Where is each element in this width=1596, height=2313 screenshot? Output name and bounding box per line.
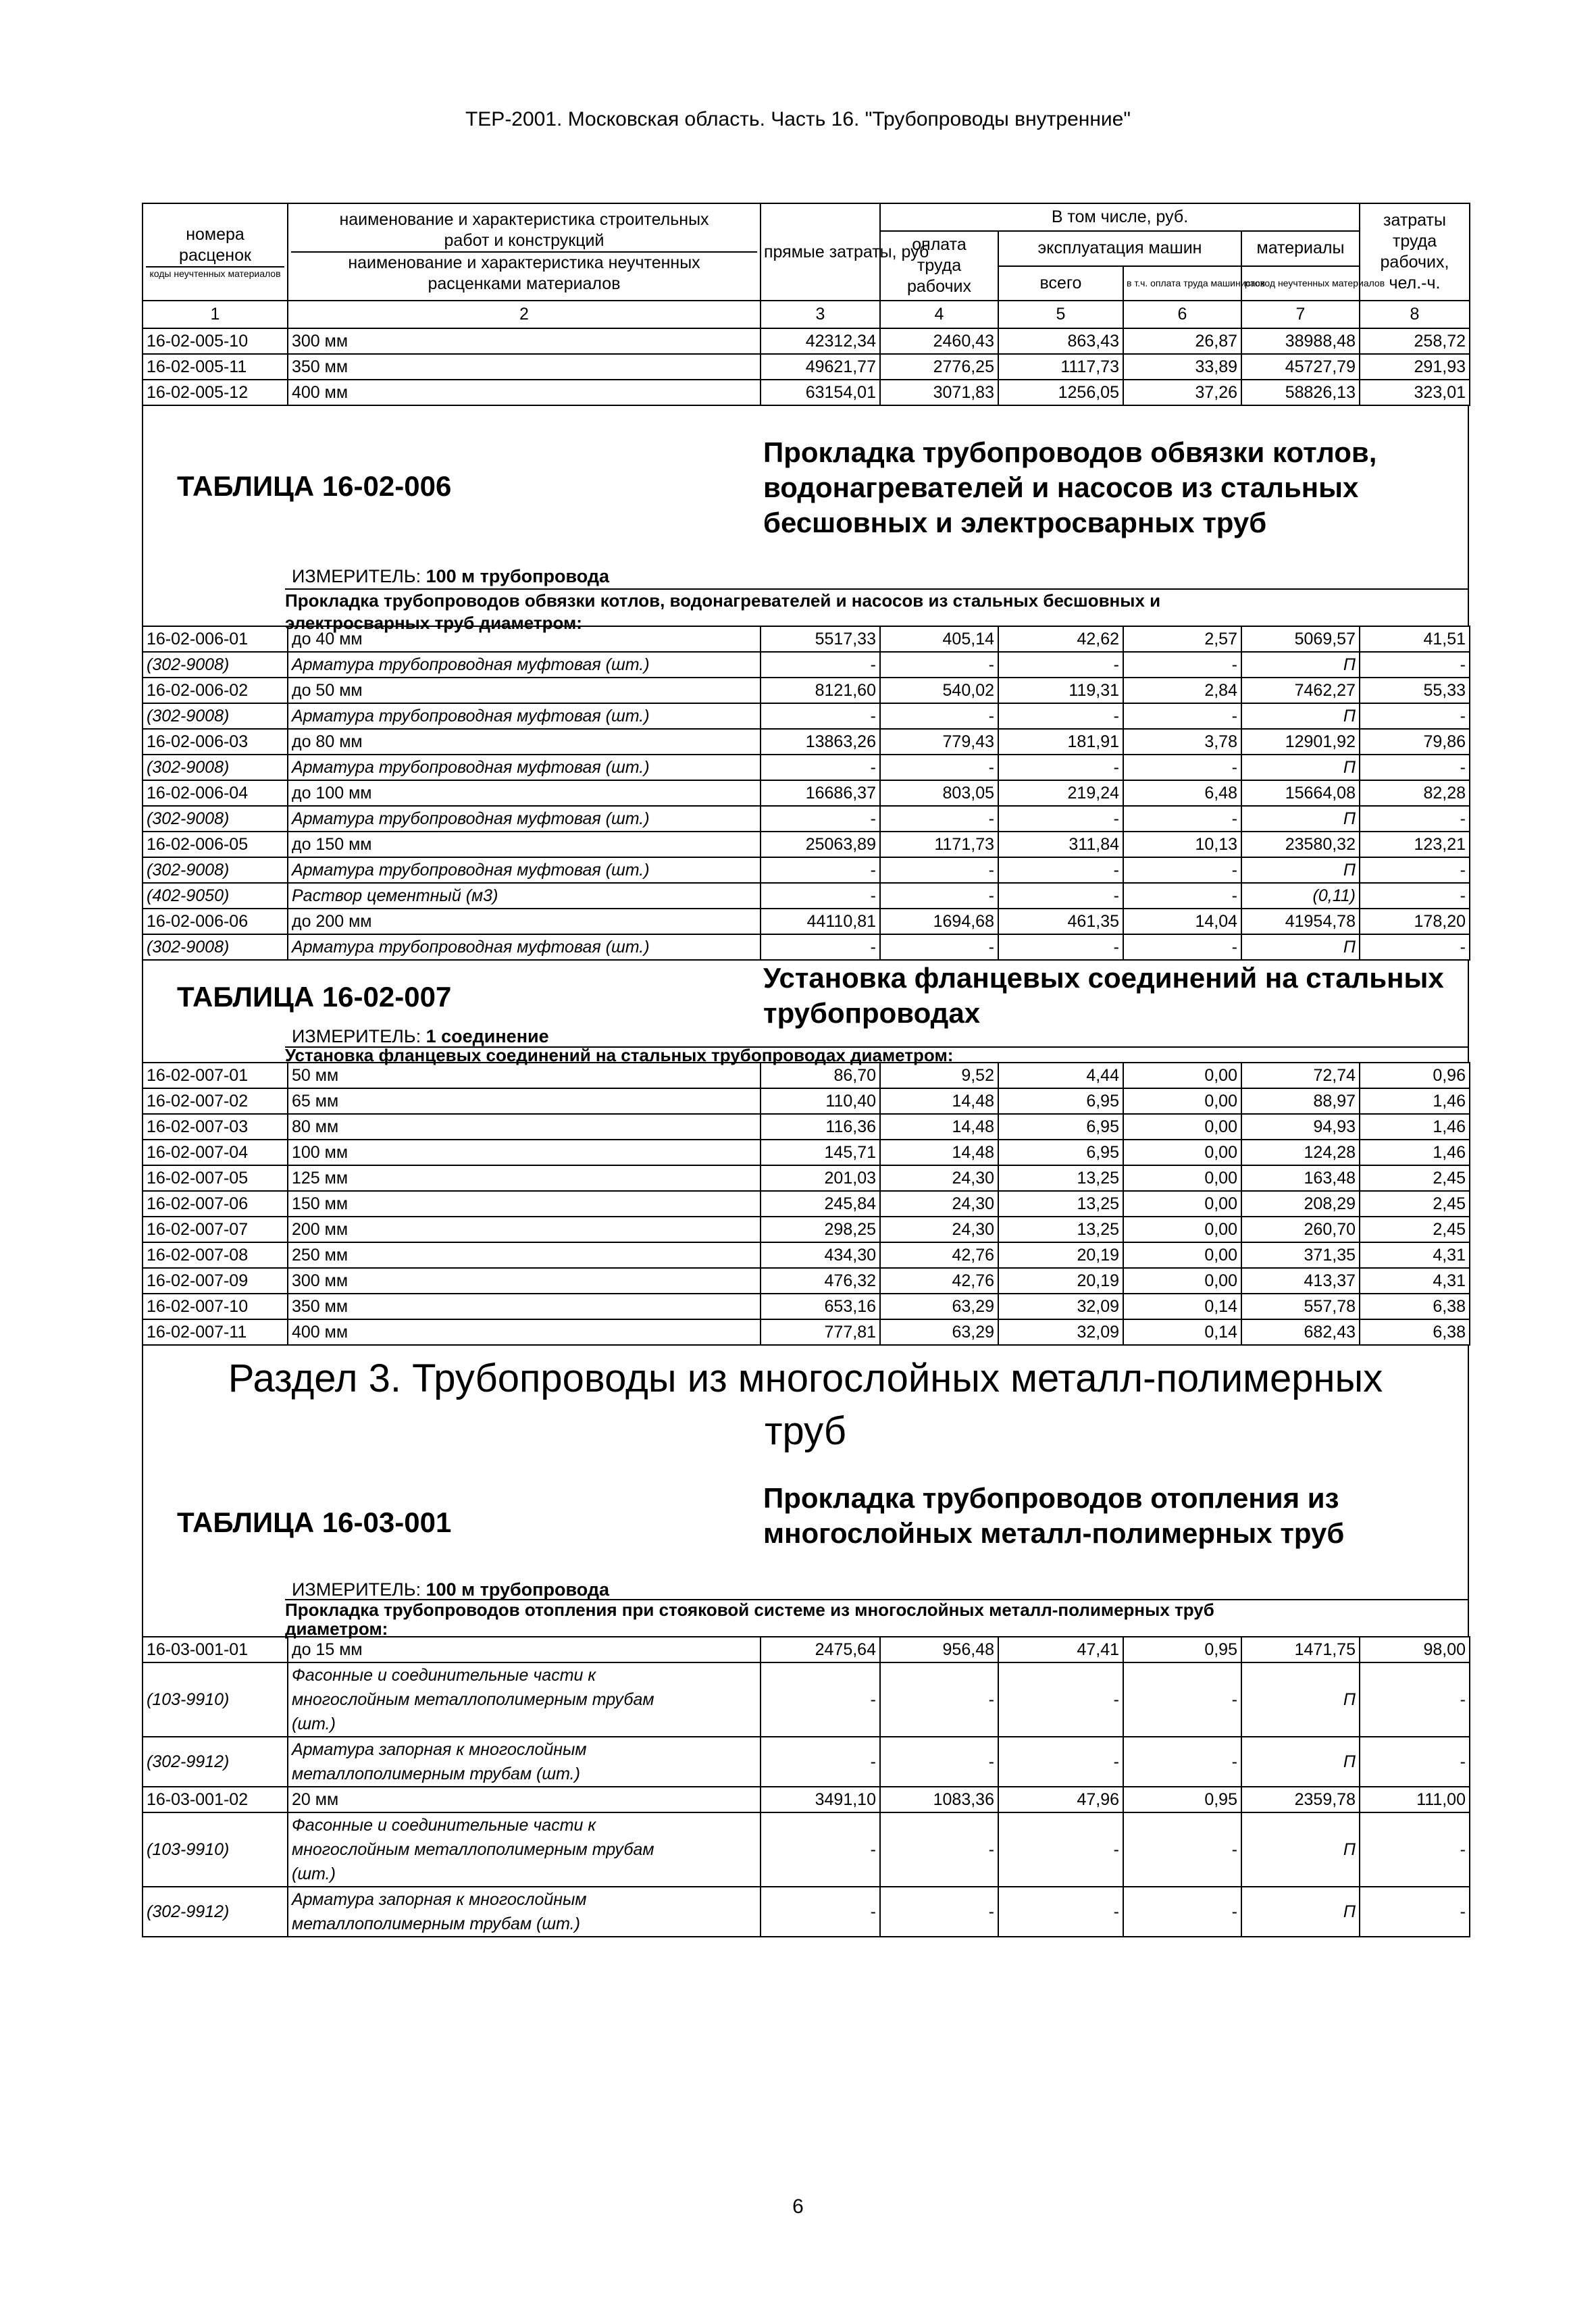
rate-value: - bbox=[1123, 883, 1241, 909]
rate-code: (302-9008) bbox=[143, 934, 288, 960]
rate-value: 63,29 bbox=[880, 1319, 998, 1345]
rates-header-table bbox=[142, 203, 1470, 406]
rate-value: - bbox=[880, 883, 998, 909]
rate-code: 16-02-007-02 bbox=[143, 1088, 288, 1114]
top-rows bbox=[143, 328, 1470, 405]
page-header: ТЕР-2001. Московская область. Часть 16. "Трубопроводы внутренние" bbox=[465, 108, 1131, 130]
rate-name: 200 мм bbox=[288, 1217, 761, 1242]
table-row bbox=[143, 1191, 1470, 1217]
table-006-description: Прокладка трубопроводов обвязки котлов, водонагревателей и насосов из стальных бесшовных и электросварных труб bbox=[763, 436, 1377, 538]
col-header-wages: оплата труда рабочих bbox=[880, 231, 998, 301]
table-row: (302-9912) Арматура запорная к многослойным металлополимерным трубам (шт.) - - - - П - bbox=[143, 1887, 1470, 1937]
rate-value: - bbox=[998, 883, 1123, 909]
rate-value: 1117,73 bbox=[998, 354, 1123, 380]
table-row bbox=[143, 857, 1470, 883]
col-header-machines: эксплуатация машин bbox=[998, 231, 1241, 266]
table-row bbox=[143, 1242, 1470, 1268]
rate-value: 12901,92 bbox=[1241, 729, 1360, 755]
rate-value: 682,43 bbox=[1241, 1319, 1360, 1345]
rate-value: 88,97 bbox=[1241, 1088, 1360, 1114]
rate-value: - bbox=[1360, 703, 1470, 729]
rate-value: 653,16 bbox=[761, 1294, 880, 1319]
rate-value: - bbox=[761, 857, 880, 883]
table-row: (103-9910) Фасонные и соединительные части к многослойным металлополимерным трубам (шт.) - - - - П - bbox=[143, 1812, 1470, 1887]
table-row bbox=[143, 1088, 1470, 1114]
table-007-measure: ИЗМЕРИТЕЛЬ: 1 соединение bbox=[292, 1026, 549, 1046]
rate-value: 291,93 bbox=[1360, 354, 1470, 380]
rate-name: 80 мм bbox=[288, 1114, 761, 1140]
rate-value: 476,32 bbox=[761, 1268, 880, 1294]
col-header-including: В том числе, руб. bbox=[880, 203, 1360, 231]
table-006-title: ТАБЛИЦА 16-02-006 bbox=[177, 470, 452, 502]
rate-value: 10,13 bbox=[1123, 832, 1241, 857]
rate-value: 58826,13 bbox=[1241, 380, 1360, 405]
rate-value: - bbox=[1360, 934, 1470, 960]
rate-value: - bbox=[998, 755, 1123, 780]
table-row bbox=[143, 652, 1470, 678]
rate-value: 26,87 bbox=[1123, 328, 1241, 354]
rate-value: 0,00 bbox=[1123, 1191, 1241, 1217]
rate-code: 16-02-007-10 bbox=[143, 1294, 288, 1319]
rate-value: - bbox=[998, 703, 1123, 729]
rate-name: до 80 мм bbox=[288, 729, 761, 755]
col-number: 8 bbox=[1360, 301, 1470, 328]
table-row bbox=[143, 729, 1470, 755]
rate-value: 14,48 bbox=[880, 1114, 998, 1140]
rate-value: 1694,68 bbox=[880, 909, 998, 934]
rate-value: 540,02 bbox=[880, 678, 998, 703]
table-007-group-title: Установка фланцевых соединений на стальных трубопроводах диаметром: bbox=[285, 1046, 1468, 1063]
rate-value: 63154,01 bbox=[761, 380, 880, 405]
table-row bbox=[143, 755, 1470, 780]
table-row bbox=[143, 934, 1470, 960]
col-header-codes: номера расценок коды неучтенных материалов bbox=[143, 203, 288, 301]
rate-code: (302-9008) bbox=[143, 703, 288, 729]
rate-value: 7462,27 bbox=[1241, 678, 1360, 703]
rate-value: 201,03 bbox=[761, 1165, 880, 1191]
rate-name: 300 мм bbox=[288, 328, 761, 354]
rate-value: 110,40 bbox=[761, 1088, 880, 1114]
rate-value: 2,45 bbox=[1360, 1217, 1470, 1242]
rate-value: 3071,83 bbox=[880, 380, 998, 405]
rate-value: 208,29 bbox=[1241, 1191, 1360, 1217]
rate-name: Арматура трубопроводная муфтовая (шт.) bbox=[288, 806, 761, 832]
rate-name: Раствор цементный (м3) bbox=[288, 883, 761, 909]
col-number: 1 bbox=[143, 301, 288, 328]
rate-name: 400 мм bbox=[288, 1319, 761, 1345]
col-number: 2 bbox=[288, 301, 761, 328]
rate-value: 1,46 bbox=[1360, 1088, 1470, 1114]
table-row: (103-9910) Фасонные и соединительные части к многослойным металлополимерным трубам (шт.) - - - - П - bbox=[143, 1662, 1470, 1737]
rate-value: 145,71 bbox=[761, 1140, 880, 1165]
rate-code: 16-02-007-04 bbox=[143, 1140, 288, 1165]
rate-code: (302-9008) bbox=[143, 857, 288, 883]
rate-value: 777,81 bbox=[761, 1319, 880, 1345]
rate-value: 6,38 bbox=[1360, 1319, 1470, 1345]
rate-value: 32,09 bbox=[998, 1319, 1123, 1345]
rate-value: 6,95 bbox=[998, 1114, 1123, 1140]
rate-value: 1,46 bbox=[1360, 1114, 1470, 1140]
rate-value: 20,19 bbox=[998, 1242, 1123, 1268]
rate-value: 45727,79 bbox=[1241, 354, 1360, 380]
rate-value: 13,25 bbox=[998, 1165, 1123, 1191]
rate-name: Арматура трубопроводная муфтовая (шт.) bbox=[288, 703, 761, 729]
rate-name: Арматура трубопроводная муфтовая (шт.) bbox=[288, 652, 761, 678]
rate-value: П bbox=[1241, 806, 1360, 832]
rate-name: Арматура трубопроводная муфтовая (шт.) bbox=[288, 755, 761, 780]
rate-code: 16-02-006-04 bbox=[143, 780, 288, 806]
rate-value: - bbox=[761, 883, 880, 909]
table-301 bbox=[142, 1636, 1470, 1937]
rate-value: 0,00 bbox=[1123, 1088, 1241, 1114]
rate-value: 24,30 bbox=[880, 1165, 998, 1191]
table-row: (302-9912) Арматура запорная к многослойным металлополимерным трубам (шт.) - - - - П - bbox=[143, 1737, 1470, 1787]
rate-code: 16-02-006-03 bbox=[143, 729, 288, 755]
table-006-measure: ИЗМЕРИТЕЛЬ: 100 м трубопровода bbox=[292, 566, 609, 586]
rate-name: 150 мм bbox=[288, 1191, 761, 1217]
rate-code: 16-02-007-11 bbox=[143, 1319, 288, 1345]
rate-code: 16-02-006-06 bbox=[143, 909, 288, 934]
rate-name: до 200 мм bbox=[288, 909, 761, 934]
page-number: 6 bbox=[792, 2195, 804, 2218]
rate-code: 16-02-006-05 bbox=[143, 832, 288, 857]
rate-name: 350 мм bbox=[288, 354, 761, 380]
rate-value: 0,00 bbox=[1123, 1242, 1241, 1268]
table-301-description: Прокладка трубопроводов отопления из многослойных металл-полимерных труб bbox=[763, 1482, 1345, 1549]
table-row bbox=[143, 883, 1470, 909]
rate-value: 4,31 bbox=[1360, 1242, 1470, 1268]
col-header-names: наименование и характеристика строительных работ и конструкций наименование и характеристика неучтенных расценками материалов bbox=[288, 203, 761, 301]
rate-value: 23580,32 bbox=[1241, 832, 1360, 857]
rate-value: 42,62 bbox=[998, 626, 1123, 652]
table-006-group-title: Прокладка трубопроводов обвязки котлов, водонагревателей и насосов из стальных бесшовных и электросварных труб диаметром: bbox=[285, 588, 1468, 634]
table-007-heading bbox=[142, 961, 1469, 1065]
rate-value: 1,46 bbox=[1360, 1140, 1470, 1165]
rate-value: 181,91 bbox=[998, 729, 1123, 755]
rate-value: 434,30 bbox=[761, 1242, 880, 1268]
rate-value: 371,35 bbox=[1241, 1242, 1360, 1268]
rate-value: П bbox=[1241, 934, 1360, 960]
rate-name: Арматура трубопроводная муфтовая (шт.) bbox=[288, 857, 761, 883]
table-row bbox=[143, 806, 1470, 832]
rate-value: 33,89 bbox=[1123, 354, 1241, 380]
rate-value: 258,72 bbox=[1360, 328, 1470, 354]
rate-value: - bbox=[880, 857, 998, 883]
rate-value: 413,37 bbox=[1241, 1268, 1360, 1294]
rate-value: 0,00 bbox=[1123, 1114, 1241, 1140]
rate-value: 25063,89 bbox=[761, 832, 880, 857]
rate-value: 557,78 bbox=[1241, 1294, 1360, 1319]
rate-value: 20,19 bbox=[998, 1268, 1123, 1294]
rate-value: - bbox=[761, 755, 880, 780]
rate-value: 42,76 bbox=[880, 1242, 998, 1268]
rate-code: 16-02-005-12 bbox=[143, 380, 288, 405]
rate-name: Арматура трубопроводная муфтовая (шт.) bbox=[288, 934, 761, 960]
rate-value: 86,70 bbox=[761, 1063, 880, 1088]
rate-value: 116,36 bbox=[761, 1114, 880, 1140]
rate-value: - bbox=[880, 934, 998, 960]
rate-value: - bbox=[998, 857, 1123, 883]
rate-value: - bbox=[1360, 806, 1470, 832]
rate-code: 16-02-007-06 bbox=[143, 1191, 288, 1217]
rate-value: 0,00 bbox=[1123, 1268, 1241, 1294]
rate-value: - bbox=[1123, 703, 1241, 729]
rate-value: - bbox=[1360, 652, 1470, 678]
rate-value: - bbox=[1123, 934, 1241, 960]
rate-value: 779,43 bbox=[880, 729, 998, 755]
rate-code: 16-02-007-09 bbox=[143, 1268, 288, 1294]
rate-value: 24,30 bbox=[880, 1217, 998, 1242]
table-row bbox=[143, 1319, 1470, 1345]
table-row bbox=[143, 1114, 1470, 1140]
rate-value: - bbox=[880, 652, 998, 678]
rate-value: - bbox=[1123, 857, 1241, 883]
rate-name: 250 мм bbox=[288, 1242, 761, 1268]
rate-value: 13,25 bbox=[998, 1217, 1123, 1242]
rate-value: 0,00 bbox=[1123, 1217, 1241, 1242]
rate-value: 0,00 bbox=[1123, 1063, 1241, 1088]
table-301-measure: ИЗМЕРИТЕЛЬ: 100 м трубопровода bbox=[292, 1579, 609, 1600]
rate-value: 55,33 bbox=[1360, 678, 1470, 703]
table-row bbox=[143, 703, 1470, 729]
rate-name: 400 мм bbox=[288, 380, 761, 405]
rate-value: 2,57 bbox=[1123, 626, 1241, 652]
rate-name: до 50 мм bbox=[288, 678, 761, 703]
rate-value: - bbox=[1123, 755, 1241, 780]
rate-code: 16-02-007-08 bbox=[143, 1242, 288, 1268]
rate-value: 405,14 bbox=[880, 626, 998, 652]
rate-value: - bbox=[1123, 652, 1241, 678]
rate-value: - bbox=[761, 934, 880, 960]
rate-name: 50 мм bbox=[288, 1063, 761, 1088]
rate-value: 2,84 bbox=[1123, 678, 1241, 703]
table-row bbox=[143, 1140, 1470, 1165]
rate-value: 2776,25 bbox=[880, 354, 998, 380]
rate-value: 72,74 bbox=[1241, 1063, 1360, 1088]
rate-value: 863,43 bbox=[998, 328, 1123, 354]
table-row bbox=[143, 380, 1470, 405]
rate-value: 0,00 bbox=[1123, 1140, 1241, 1165]
rate-value: 8121,60 bbox=[761, 678, 880, 703]
rate-value: 0,14 bbox=[1123, 1319, 1241, 1345]
rate-value: 2,45 bbox=[1360, 1191, 1470, 1217]
rate-value: 42,76 bbox=[880, 1268, 998, 1294]
table-301-heading bbox=[142, 1460, 1469, 1639]
rate-value: 119,31 bbox=[998, 678, 1123, 703]
rate-value: - bbox=[761, 806, 880, 832]
rate-name: 300 мм bbox=[288, 1268, 761, 1294]
rate-value: 14,04 bbox=[1123, 909, 1241, 934]
rate-value: 82,28 bbox=[1360, 780, 1470, 806]
rate-value: П bbox=[1241, 703, 1360, 729]
rate-value: - bbox=[761, 652, 880, 678]
rate-value: 42312,34 bbox=[761, 328, 880, 354]
table-row bbox=[143, 832, 1470, 857]
rate-value: 245,84 bbox=[761, 1191, 880, 1217]
document-body bbox=[142, 203, 1469, 1937]
rate-value: 13,25 bbox=[998, 1191, 1123, 1217]
rate-code: (302-9008) bbox=[143, 652, 288, 678]
table-row bbox=[143, 1165, 1470, 1191]
rate-value: 13863,26 bbox=[761, 729, 880, 755]
rate-value: 44110,81 bbox=[761, 909, 880, 934]
rate-value: 123,21 bbox=[1360, 832, 1470, 857]
col-header-direct-costs: прямые затраты, руб bbox=[761, 203, 880, 301]
table-007-description: Установка фланцевых соединений на стальных трубопроводах bbox=[763, 962, 1444, 1029]
rate-value: - bbox=[1360, 883, 1470, 909]
rate-name: 125 мм bbox=[288, 1165, 761, 1191]
rate-code: 16-02-007-05 bbox=[143, 1165, 288, 1191]
table-006-heading bbox=[142, 406, 1469, 633]
rate-value: 4,31 bbox=[1360, 1268, 1470, 1294]
rate-value: (0,11) bbox=[1241, 883, 1360, 909]
rate-value: 41954,78 bbox=[1241, 909, 1360, 934]
rate-value: 49621,77 bbox=[761, 354, 880, 380]
rate-code: 16-02-006-01 bbox=[143, 626, 288, 652]
rate-value: 14,48 bbox=[880, 1140, 998, 1165]
rate-value: 0,14 bbox=[1123, 1294, 1241, 1319]
rate-value: 5517,33 bbox=[761, 626, 880, 652]
rate-value: 3,78 bbox=[1123, 729, 1241, 755]
rate-value: 6,38 bbox=[1360, 1294, 1470, 1319]
col-number: 3 bbox=[761, 301, 880, 328]
rate-name: 350 мм bbox=[288, 1294, 761, 1319]
rate-value: - bbox=[998, 806, 1123, 832]
table-row bbox=[143, 1294, 1470, 1319]
col-header-unaccounted-materials: расход неучтенных материалов bbox=[1241, 266, 1360, 301]
rate-value: 1256,05 bbox=[998, 380, 1123, 405]
rate-value: 37,26 bbox=[1123, 380, 1241, 405]
rate-value: - bbox=[880, 755, 998, 780]
rate-value: 163,48 bbox=[1241, 1165, 1360, 1191]
table-row bbox=[143, 678, 1470, 703]
rate-value: 461,35 bbox=[998, 909, 1123, 934]
rate-code: 16-02-007-07 bbox=[143, 1217, 288, 1242]
rate-value: 38988,48 bbox=[1241, 328, 1360, 354]
rate-value: - bbox=[880, 703, 998, 729]
rate-value: 0,00 bbox=[1123, 1165, 1241, 1191]
table-row bbox=[143, 780, 1470, 806]
rate-name: до 40 мм bbox=[288, 626, 761, 652]
rate-code: (402-9050) bbox=[143, 883, 288, 909]
rate-code: 16-02-005-11 bbox=[143, 354, 288, 380]
table-007 bbox=[142, 1062, 1470, 1346]
col-header-labor: затраты труда рабочих, чел.-ч. bbox=[1360, 203, 1470, 301]
table-row bbox=[143, 354, 1470, 380]
rate-value: - bbox=[1360, 755, 1470, 780]
rate-name: 65 мм bbox=[288, 1088, 761, 1114]
rate-value: - bbox=[1123, 806, 1241, 832]
section-3-heading bbox=[142, 1346, 1469, 1460]
rate-value: 6,48 bbox=[1123, 780, 1241, 806]
rate-value: 24,30 bbox=[880, 1191, 998, 1217]
rate-value: 2460,43 bbox=[880, 328, 998, 354]
rate-value: 6,95 bbox=[998, 1088, 1123, 1114]
table-row: 16-03-001-02 20 мм 3491,10 1083,36 47,96 0,95 2359,78 111,00 bbox=[143, 1787, 1470, 1812]
rate-code: (302-9008) bbox=[143, 806, 288, 832]
rate-value: П bbox=[1241, 652, 1360, 678]
rate-name: до 150 мм bbox=[288, 832, 761, 857]
rate-value: 178,20 bbox=[1360, 909, 1470, 934]
rate-code: 16-02-006-02 bbox=[143, 678, 288, 703]
rate-value: 14,48 bbox=[880, 1088, 998, 1114]
col-header-materials: материалы bbox=[1241, 231, 1360, 266]
rate-value: 2,45 bbox=[1360, 1165, 1470, 1191]
rate-value: - bbox=[1360, 857, 1470, 883]
table-row: 16-03-001-01 до 15 мм 2475,64 956,48 47,41 0,95 1471,75 98,00 bbox=[143, 1637, 1470, 1662]
col-number: 4 bbox=[880, 301, 998, 328]
col-header-machines-total: всего bbox=[998, 266, 1123, 301]
rate-code: 16-02-005-10 bbox=[143, 328, 288, 354]
col-number: 6 bbox=[1123, 301, 1241, 328]
rate-value: 94,93 bbox=[1241, 1114, 1360, 1140]
rate-value: 9,52 bbox=[880, 1063, 998, 1088]
rate-value: 124,28 bbox=[1241, 1140, 1360, 1165]
rate-value: 79,86 bbox=[1360, 729, 1470, 755]
rate-value: 219,24 bbox=[998, 780, 1123, 806]
rate-value: - bbox=[880, 806, 998, 832]
rate-value: 15664,08 bbox=[1241, 780, 1360, 806]
table-301-title: ТАБЛИЦА 16-03-001 bbox=[177, 1506, 452, 1538]
rate-value: 0,96 bbox=[1360, 1063, 1470, 1088]
rate-value: 1171,73 bbox=[880, 832, 998, 857]
rate-value: 803,05 bbox=[880, 780, 998, 806]
rate-value: - bbox=[761, 703, 880, 729]
rate-code: 16-02-007-01 bbox=[143, 1063, 288, 1088]
rate-value: 323,01 bbox=[1360, 380, 1470, 405]
table-row bbox=[143, 328, 1470, 354]
table-006 bbox=[142, 626, 1470, 961]
rate-value: - bbox=[998, 652, 1123, 678]
rate-value: 4,44 bbox=[998, 1063, 1123, 1088]
rate-value: 41,51 bbox=[1360, 626, 1470, 652]
table-row bbox=[143, 1268, 1470, 1294]
section-3-title: Раздел 3. Трубопроводы из многослойных металл-полимерных труб bbox=[228, 1356, 1383, 1453]
col-number: 5 bbox=[998, 301, 1123, 328]
table-row bbox=[143, 1217, 1470, 1242]
rate-value: 298,25 bbox=[761, 1217, 880, 1242]
rate-value: 5069,57 bbox=[1241, 626, 1360, 652]
rate-value: П bbox=[1241, 755, 1360, 780]
rate-code: 16-02-007-03 bbox=[143, 1114, 288, 1140]
rate-name: 100 мм bbox=[288, 1140, 761, 1165]
rate-value: 311,84 bbox=[998, 832, 1123, 857]
rate-value: 16686,37 bbox=[761, 780, 880, 806]
table-row bbox=[143, 1063, 1470, 1088]
rate-value: 63,29 bbox=[880, 1294, 998, 1319]
table-row bbox=[143, 909, 1470, 934]
rate-value: 6,95 bbox=[998, 1140, 1123, 1165]
table-007-title: ТАБЛИЦА 16-02-007 bbox=[177, 981, 452, 1013]
rate-name: до 100 мм bbox=[288, 780, 761, 806]
col-header-machinist-wages: в т.ч. оплата труда машинистов bbox=[1123, 266, 1241, 301]
table-301-group-title: Прокладка трубопроводов отопления при стояковой системе из многослойных металл-полимерных труб диаметром: bbox=[285, 1599, 1468, 1638]
rate-code: (302-9008) bbox=[143, 755, 288, 780]
rate-value: П bbox=[1241, 857, 1360, 883]
rate-value: - bbox=[998, 934, 1123, 960]
rate-value: 260,70 bbox=[1241, 1217, 1360, 1242]
rate-value: 32,09 bbox=[998, 1294, 1123, 1319]
col-number: 7 bbox=[1241, 301, 1360, 328]
